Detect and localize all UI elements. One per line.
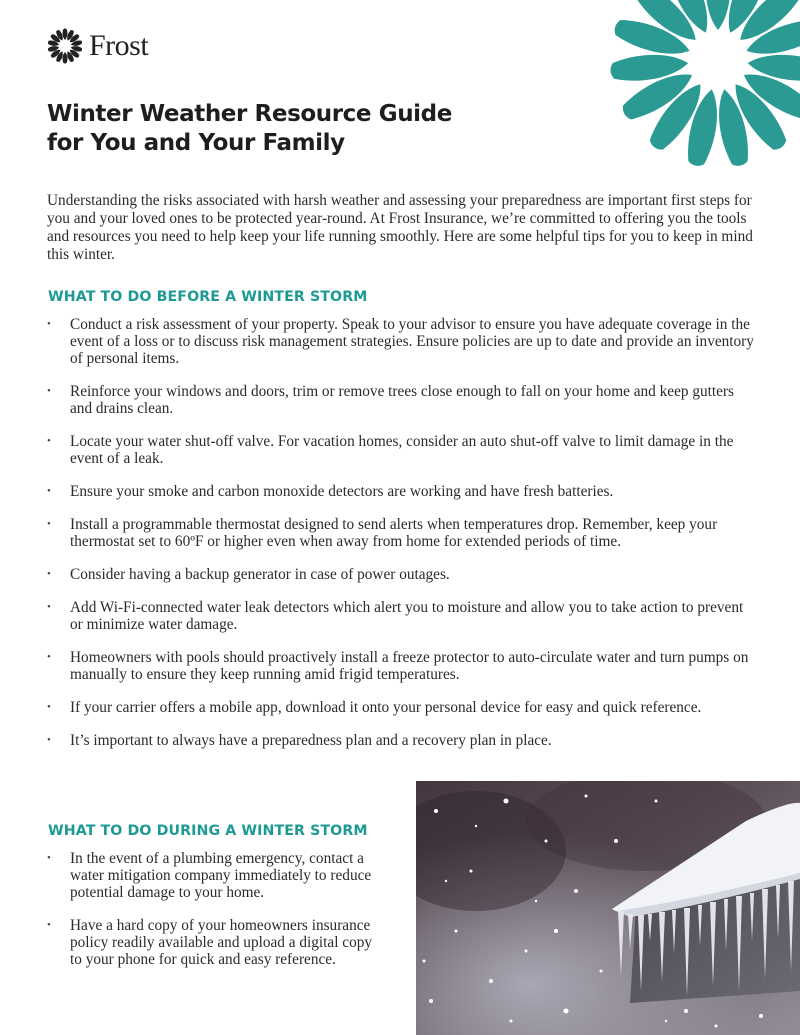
during-storm-list	[47, 850, 381, 984]
during-storm-heading: WHAT TO DO DURING A WINTER STORM	[48, 823, 368, 839]
list-item: • Ensure your smoke and carbon monoxide detectors are working and have fresh batteries.	[47, 483, 759, 500]
list-item: • In the event of a plumbing emergency, contact a water mitigation company immediately to reduce potential damage to your home.	[47, 850, 381, 901]
snowflake-burst-icon	[47, 28, 83, 64]
list-item: • Install a programmable thermostat designed to send alerts when temperatures drop. Remember, keep your thermostat set to 60ºF or higher even when away from home for extended periods of time.	[47, 516, 759, 550]
list-item: • Add Wi-Fi-connected water leak detectors which alert you to moisture and allow you to take action to prevent or minimize water damage.	[47, 599, 759, 633]
list-item: • If your carrier offers a mobile app, download it onto your personal device for easy and quick reference.	[47, 699, 759, 716]
frost-logo	[47, 28, 148, 64]
list-item: • Locate your water shut-off valve. For vacation homes, consider an auto shut-off valve to limit damage in the event of a leak.	[47, 433, 759, 467]
before-storm-heading: WHAT TO DO BEFORE A WINTER STORM	[48, 289, 368, 305]
list-item: • Reinforce your windows and doors, trim or remove trees close enough to fall on your home and keep gutters and drains clean.	[47, 383, 759, 417]
list-item: • It’s important to always have a preparedness plan and a recovery plan in place.	[47, 732, 759, 749]
before-storm-list	[47, 316, 759, 765]
list-item: • Consider having a backup generator in case of power outages.	[47, 566, 759, 583]
list-item: • Conduct a risk assessment of your property. Speak to your advisor to ensure you have adequate coverage in the event of a loss or to discuss risk management strategies. Ensure policies are up to date and provide an inventory of personal items.	[47, 316, 759, 367]
list-item: • Have a hard copy of your homeowners insurance policy readily available and upload a digital copy to your phone for quick and easy reference.	[47, 917, 381, 968]
page-title	[47, 100, 507, 158]
title-line-2: for You and Your Family	[47, 130, 345, 156]
brand-name: Frost	[89, 29, 149, 62]
teal-burst-graphic	[610, 0, 800, 178]
title-line-1: Winter Weather Resource Guide	[47, 101, 452, 127]
list-item: • Homeowners with pools should proactively install a freeze protector to auto-circulate water and turn pumps on manually to ensure they keep running amid frigid temperatures.	[47, 649, 759, 683]
intro-paragraph: Understanding the risks associated with harsh weather and assessing your preparedness are important first steps for you and your loved ones to be protected year-round. At Frost Insurance, we’re committed to offering you the tools and resources you need to help keep your life running smoothly. Here are some helpful tips for you to keep in mind this winter.	[47, 192, 753, 263]
snowy-roof-icicles-photo	[416, 781, 800, 1035]
